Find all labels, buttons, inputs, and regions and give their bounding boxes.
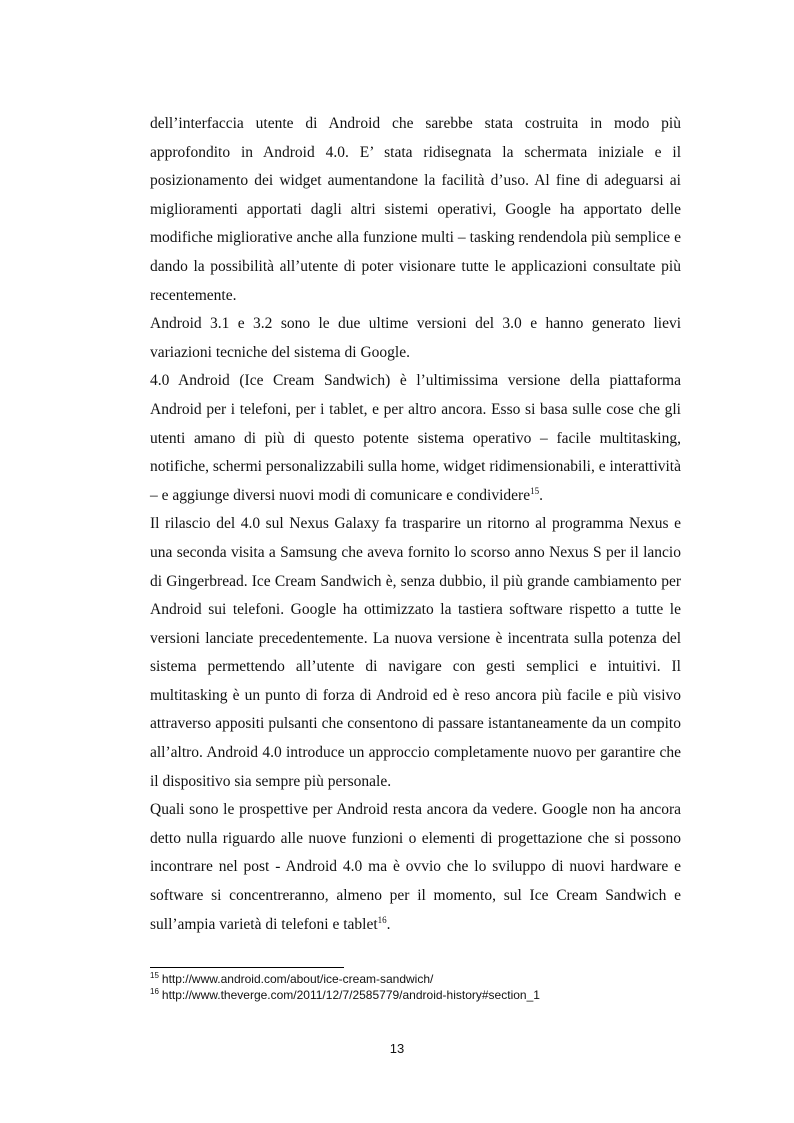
body-text [150,110,681,939]
footnote-number: 16 [150,987,159,996]
footnote-number: 15 [150,971,159,980]
page-number: 13 [389,1041,405,1056]
footnote-16 [150,987,710,1003]
paragraph-nexus-galaxy: Il rilascio del 4.0 sul Nexus Galaxy fa trasparire un ritorno al programma Nexus e una seconda visita a Samsung che aveva fornito lo scorso anno Nexus S per il lancio di Gingerbread. Ice Cream Sandwich è, senza dubbio, il più grande cambiamento per Android sui telefoni. Google ha ottimizzato la tastiera software rispetto a tutte le versioni lanciate precedentemente. La nuova versione è incentrata sulla potenza del sistema permettendo all’utente di navigare con gesti semplici e intuitivi. Il multitasking è un punto di forza di Android ed è reso ancora più facile e più visivo attraverso appositi pulsanti che consentono di passare istantaneamente da un compito all’altro. Android 4.0 introduce un approccio completamente nuovo per garantire che il dispositivo sia sempre più personale. [150,515,681,790]
footnote-link[interactable]: http://www.android.com/about/ice-cream-sandwich/ [161,972,434,986]
footnote-ref-16[interactable]: 16 [377,914,387,925]
paragraph-android-3-1-3-2: Android 3.1 e 3.2 sono le due ultime versioni del 3.0 e hanno generato lievi variazioni tecniche del sistema di Google. [150,315,681,361]
footnotes [150,971,710,1003]
paragraph-ice-cream-sandwich: 4.0 Android (Ice Cream Sandwich) è l’ultimissima versione della piattaforma Android per i telefoni, per i tablet, e per altro ancora. Esso si basa sulle cose che gli utenti amano di più di questo potente sistema operativo – facile multitasking, notifiche, schermi personalizzabili sulla home, widget ridimensionabili, e interattività – e aggiunge diversi nuovi modi di comunicare e condividere$^{15}$. [150,372,681,504]
footnote-separator [150,967,344,968]
footnote-ref-15[interactable]: 15 [530,485,540,496]
paragraph-ui-redesign: dell’interfaccia utente di Android che sarebbe stata costruita in modo più approfondito in Android 4.0. E’ stata ridisegnata la schermata iniziale e il posizionamento dei widget aumentandone la facilità d’uso. Al fine di adeguarsi ai miglioramenti apportati dagli altri sistemi operativi, Google ha apportato delle modifiche migliorative anche alla funzione multi – tasking rendendola più semplice e dando la possibilità all’utente di poter visionare tutte le applicazioni consultate più recentemente. [150,115,681,304]
footnote-link[interactable]: http://www.theverge.com/2011/12/7/2585779/android-history#section_1 [161,988,540,1002]
paragraph-prospects: Quali sono le prospettive per Android resta ancora da vedere. Google non ha ancora detto nulla riguardo alle nuove funzioni o elementi di progettazione che si possono incontrare nel post - Android 4.0 ma è ovvio che lo sviluppo di nuovi hardware e software si concentreranno, almeno per il momento, sul Ice Cream Sandwich e sull’ampia varietà di telefoni e tablet$^{16}$. [150,801,681,933]
footnote-15 [150,971,710,987]
